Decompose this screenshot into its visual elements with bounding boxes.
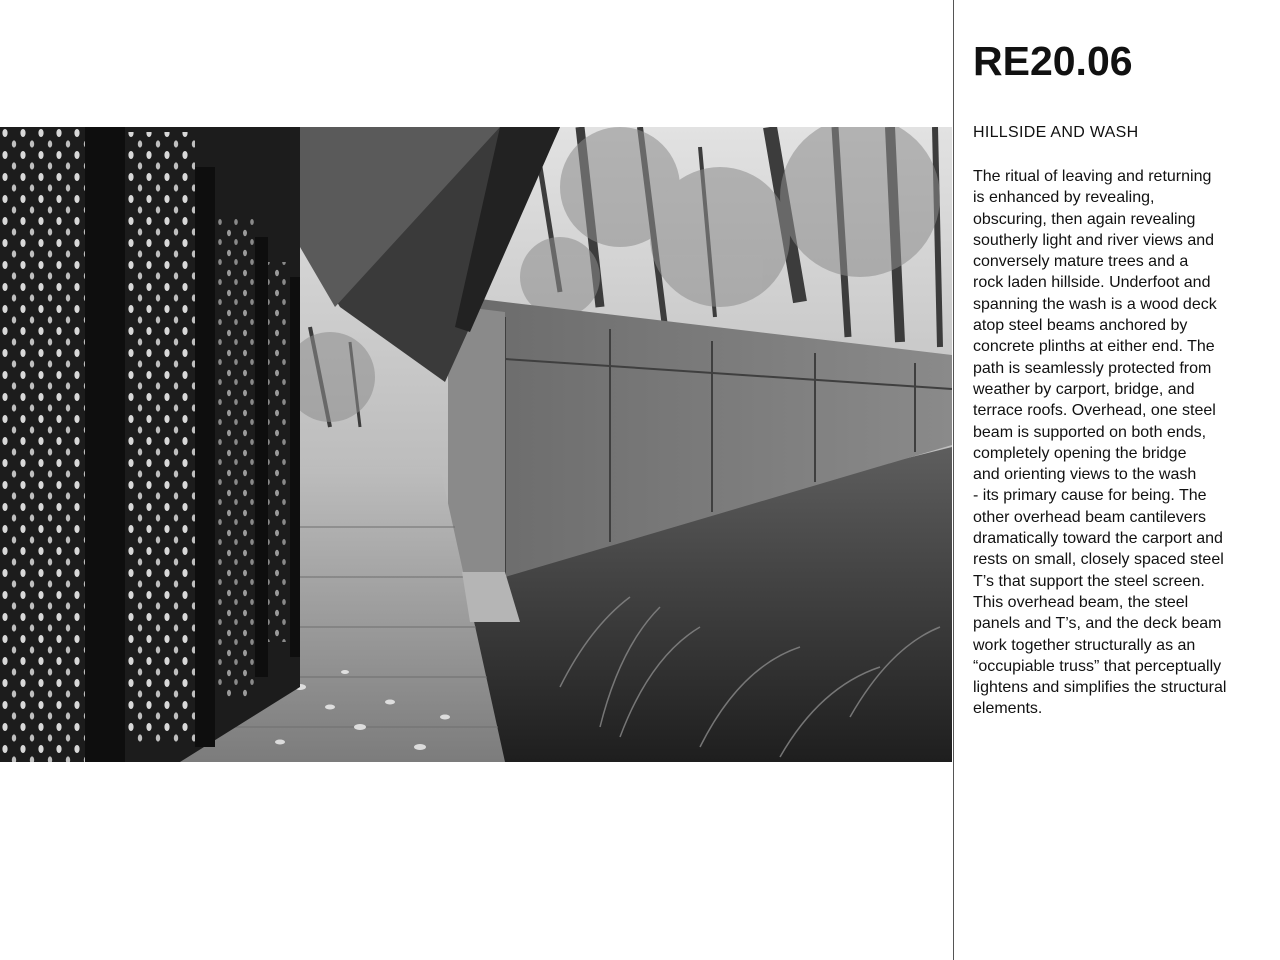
description-line: southerly light and river views and bbox=[973, 231, 1215, 249]
description-line: spanning the wash is a wood deck bbox=[973, 295, 1217, 313]
description-line: beam is supported on both ends, bbox=[973, 423, 1207, 441]
screen-panels bbox=[0, 127, 290, 762]
description-line: This overhead beam, the steel bbox=[973, 593, 1189, 611]
description-line: dramatically toward the carport and bbox=[973, 530, 1223, 548]
description-line: The ritual of leaving and returning bbox=[973, 168, 1212, 185]
description-line: panels and T’s, and the deck beam bbox=[973, 615, 1222, 633]
description-line: obscuring, then again revealing bbox=[973, 210, 1196, 228]
vertical-divider bbox=[953, 0, 954, 960]
architectural-photo bbox=[0, 127, 952, 762]
description-line: lightens and simplifies the structural bbox=[973, 679, 1227, 697]
description-line: concrete plinths at either end. The bbox=[973, 338, 1215, 356]
description-line: rock laden hillside. Underfoot and bbox=[973, 274, 1211, 292]
description-line: rests on small, closely spaced steel bbox=[973, 551, 1224, 569]
section-title: HILLSIDE AND WASH bbox=[973, 124, 1139, 141]
description-line: - its primary cause for being. The bbox=[973, 487, 1207, 505]
description-line: is enhanced by revealing, bbox=[973, 189, 1155, 207]
description-line: conversely mature trees and a bbox=[973, 253, 1189, 271]
description-line: terrace roofs. Overhead, one steel bbox=[973, 402, 1216, 420]
description-line: atop steel beams anchored by bbox=[973, 317, 1188, 335]
description-line: other overhead beam cantilevers bbox=[973, 508, 1207, 526]
description-line: and orienting views to the wash bbox=[973, 466, 1197, 484]
description-line: work together structurally as an bbox=[973, 636, 1196, 654]
description-line: path is seamlessly protected from bbox=[973, 359, 1212, 377]
description-line: completely opening the bridge bbox=[973, 444, 1187, 462]
description-line: weather by carport, bridge, and bbox=[973, 380, 1195, 398]
description-line: “occupiable truss” that perceptually bbox=[973, 657, 1222, 675]
description-text bbox=[973, 166, 1263, 720]
photo-drawing bbox=[0, 127, 952, 762]
description-line: elements. bbox=[973, 700, 1043, 718]
sheet-code: RE20.06 bbox=[973, 38, 1133, 84]
description-line: T’s that support the steel screen. bbox=[973, 572, 1205, 590]
